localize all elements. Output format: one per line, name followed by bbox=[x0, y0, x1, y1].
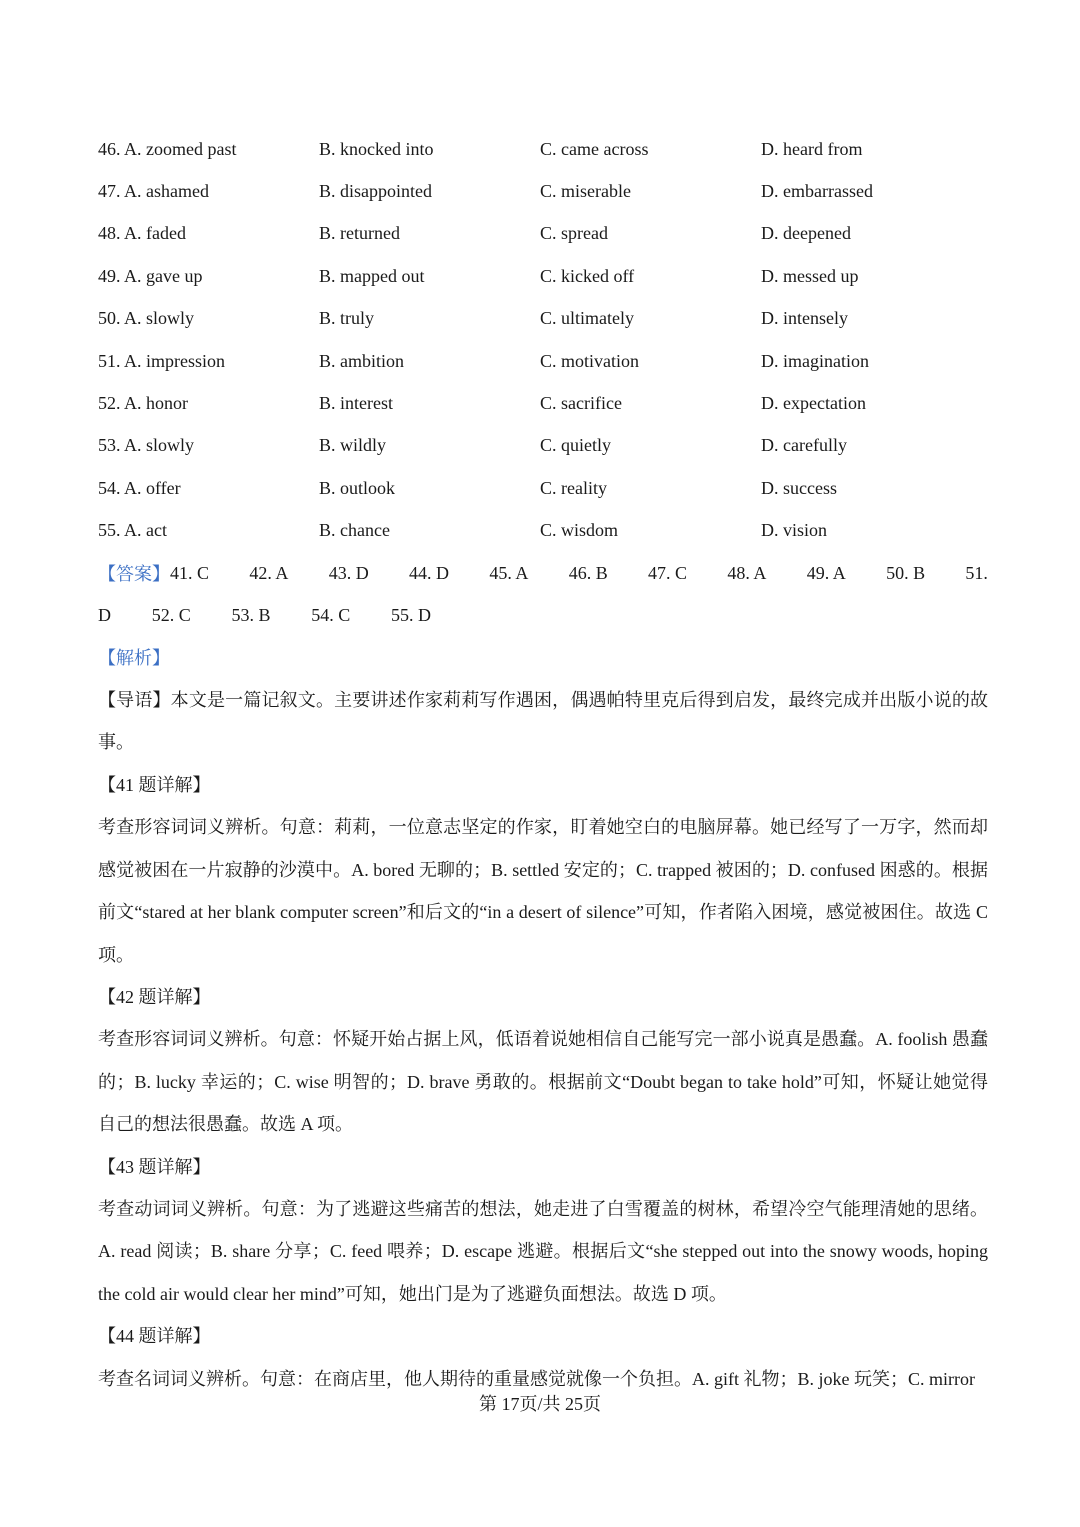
option-cell: D. embarrassed bbox=[761, 181, 873, 202]
option-cell: 54. A. offer bbox=[98, 477, 181, 498]
option-cell: D. intensely bbox=[761, 308, 848, 329]
option-cell: 48. A. faded bbox=[98, 223, 186, 244]
answer-item: 51. bbox=[965, 562, 988, 583]
option-cell: 52. A. honor bbox=[98, 393, 188, 414]
option-cell: C. ultimately bbox=[540, 308, 634, 329]
option-cell: C. kicked off bbox=[540, 265, 635, 286]
option-row bbox=[98, 510, 988, 552]
option-row bbox=[98, 255, 988, 297]
option-cell: B. truly bbox=[319, 308, 375, 329]
answer-item: 49. A bbox=[806, 562, 846, 583]
option-cell: D. deepened bbox=[761, 223, 851, 244]
option-cell: B. ambition bbox=[319, 350, 404, 371]
option-cell: C. miserable bbox=[540, 181, 631, 202]
option-cell: 51. A. impression bbox=[98, 350, 226, 371]
option-cell: B. returned bbox=[319, 223, 400, 244]
answer-item: 46. B bbox=[568, 562, 608, 583]
option-cell: D. heard from bbox=[761, 138, 863, 159]
option-cell: B. knocked into bbox=[319, 138, 434, 159]
answer-item: 45. A bbox=[489, 562, 529, 583]
answer-item: 48. A bbox=[727, 562, 767, 583]
answer-item: 47. C bbox=[648, 562, 688, 583]
option-cell: B. chance bbox=[319, 520, 390, 541]
answer-line-1 bbox=[98, 552, 988, 594]
option-cell: 50. A. slowly bbox=[98, 308, 195, 329]
option-row bbox=[98, 382, 988, 424]
explanation-sections bbox=[98, 764, 988, 1400]
answer-label: 【答案】 bbox=[98, 564, 170, 585]
option-cell: B. disappointed bbox=[319, 181, 432, 202]
option-cell: B. outlook bbox=[319, 477, 396, 498]
option-row bbox=[98, 340, 988, 382]
option-cell: B. interest bbox=[319, 393, 393, 414]
option-cell: D. imagination bbox=[761, 350, 869, 371]
option-row bbox=[98, 425, 988, 467]
option-cell: C. spread bbox=[540, 223, 608, 244]
answer-item: 42. A bbox=[249, 562, 289, 583]
option-cell: 53. A. slowly bbox=[98, 435, 195, 456]
section-heading: 【42 题详解】 bbox=[98, 986, 211, 1007]
answer-item: 43. D bbox=[328, 562, 369, 583]
option-cell: D. expectation bbox=[761, 393, 866, 414]
option-cell: 46. A. zoomed past bbox=[98, 138, 237, 159]
answer-item: 44. D bbox=[409, 562, 450, 583]
option-cell: C. quietly bbox=[540, 435, 611, 456]
option-cell: D. success bbox=[761, 477, 837, 498]
option-cell: C. reality bbox=[540, 477, 607, 498]
option-cell: 55. A. act bbox=[98, 520, 167, 541]
answer-item: 52. C bbox=[151, 604, 191, 625]
section-body: 考查形容词词义辨析。句意：怀疑开始占据上风，低语着说她相信自己能写完一部小说真是愚蠢。A. foolish 愚蠢的；B. lucky 幸运的；C. wise 明智的；D. brave 勇敢的。根据前文“Doubt began to take hold”可知，怀疑让她觉得自己的想法很愚蠢。故选 A 项。 bbox=[98, 1029, 988, 1135]
answer-item: 53. B bbox=[231, 604, 271, 625]
option-cell: 47. A. ashamed bbox=[98, 181, 209, 202]
section-heading: 【43 题详解】 bbox=[98, 1156, 211, 1177]
answer-line-2 bbox=[98, 594, 988, 636]
option-cell: D. vision bbox=[761, 520, 828, 541]
section-body: 考查动词词义辨析。句意：为了逃避这些痛苦的想法，她走进了白雪覆盖的树林，希望冷空气能理清她的思绪。A. read 阅读；B. share 分享；C. feed 喂养；D. escape 逃避。根据后文“she stepped out into the snowy woods, hoping the cold air would clear her mind”可知，她出门是为了逃避负面想法。故选 D 项。 bbox=[98, 1198, 988, 1304]
option-cell: B. mapped out bbox=[319, 265, 425, 286]
answer-item: D bbox=[98, 604, 111, 625]
option-cell: D. carefully bbox=[761, 435, 847, 456]
answer-item: 41. C bbox=[170, 562, 210, 583]
option-row bbox=[98, 298, 988, 340]
answer-item: 50. B bbox=[886, 562, 926, 583]
answer-list-1 bbox=[170, 563, 988, 584]
section-body: 考查名词词义辨析。句意：在商店里，他人期待的重量感觉就像一个负担。A. gift 礼物；B. joke 玩笑；C. mirror bbox=[98, 1368, 975, 1389]
option-cell: 49. A. gave up bbox=[98, 265, 203, 286]
option-table bbox=[98, 128, 988, 552]
option-row bbox=[98, 170, 988, 212]
option-cell: B. wildly bbox=[319, 435, 387, 456]
option-cell: C. sacrifice bbox=[540, 393, 622, 414]
section-body: 考查形容词词义辨析。句意：莉莉，一位意志坚定的作家，盯着她空白的电脑屏幕。她已经写了一万字，然而却感觉被困在一片寂静的沙漠中。A. bored 无聊的；B. settled 安定的；C. trapped 被困的；D. confused 困惑的。根据前文“stared at her blank computer screen”和后文的“in a desert of silence”可知，作者陷入困境，感觉被困住。故选 C 项。 bbox=[98, 817, 988, 965]
option-cell: C. wisdom bbox=[540, 520, 619, 541]
option-cell: C. motivation bbox=[540, 350, 639, 371]
answer-list-2 bbox=[98, 605, 431, 626]
answer-item: 55. D bbox=[390, 604, 431, 625]
answer-item: 54. C bbox=[311, 604, 351, 625]
intro-paragraph: 【导语】本文是一篇记叙文。主要讲述作家莉莉写作遇困，偶遇帕特里克后得到启发，最终完成并出版小说的故事。 bbox=[98, 690, 988, 753]
option-row bbox=[98, 467, 988, 509]
section-heading: 【44 题详解】 bbox=[98, 1326, 211, 1347]
section-heading: 【41 题详解】 bbox=[98, 774, 211, 795]
option-cell: D. messed up bbox=[761, 265, 859, 286]
document-page bbox=[98, 128, 988, 1400]
analysis-label: 【解析】 bbox=[98, 647, 170, 668]
option-row bbox=[98, 213, 988, 255]
option-row bbox=[98, 128, 988, 170]
option-cell: C. came across bbox=[540, 138, 649, 159]
page-footer: 第 17页/共 25页 bbox=[478, 1394, 601, 1414]
